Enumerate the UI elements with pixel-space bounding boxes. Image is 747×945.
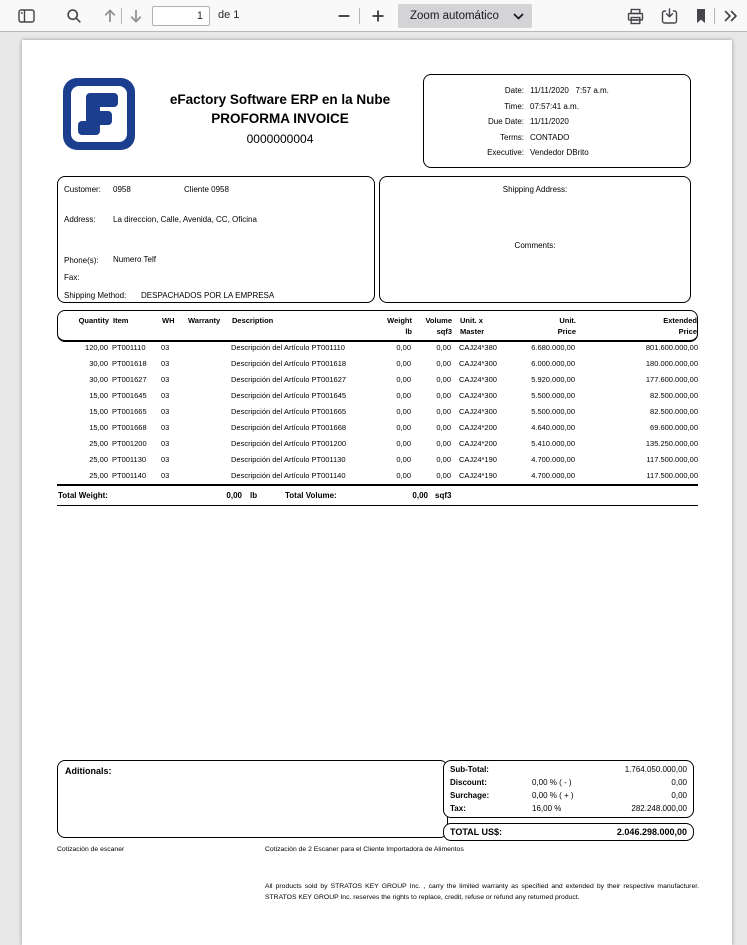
info-label: Terms: bbox=[500, 132, 524, 142]
total-weight-label: Total Weight: bbox=[58, 491, 108, 500]
document-page bbox=[22, 40, 732, 945]
col-wh: WH bbox=[162, 316, 175, 325]
customer-name: Cliente 0958 bbox=[184, 185, 229, 194]
document-title-block bbox=[135, 90, 425, 149]
shipping-address-label: Shipping Address: bbox=[502, 185, 568, 194]
cell-wh: 03 bbox=[161, 359, 170, 368]
cell-weight: 0,00 bbox=[396, 375, 411, 384]
company-logo bbox=[63, 78, 135, 150]
search-icon bbox=[66, 8, 82, 24]
summary-label: Discount: bbox=[450, 778, 487, 788]
cell-volume: 0,00 bbox=[436, 471, 451, 480]
info-label: Due Date: bbox=[487, 117, 524, 126]
cell-warranty bbox=[187, 404, 231, 420]
col-warranty: Warranty bbox=[188, 316, 221, 325]
cell-weight: 0,00 bbox=[396, 391, 411, 400]
cell-warranty bbox=[187, 452, 231, 468]
col-volume: Volume sqf3 bbox=[425, 316, 452, 336]
table-row bbox=[57, 372, 698, 388]
print-button[interactable] bbox=[623, 4, 647, 28]
zoom-in-button[interactable] bbox=[366, 4, 390, 28]
next-page-button[interactable] bbox=[124, 4, 148, 28]
aditionals-box bbox=[57, 760, 448, 838]
info-row bbox=[424, 114, 690, 130]
cell-unit-price: 6.000.000,00 bbox=[531, 359, 575, 368]
cell-quantity: 30,00 bbox=[89, 375, 108, 384]
bookmark-icon bbox=[694, 8, 708, 24]
cell-extended-price: 117.500.000,00 bbox=[646, 455, 698, 464]
zoom-out-button[interactable] bbox=[332, 4, 356, 28]
cell-volume: 0,00 bbox=[436, 455, 451, 464]
cell-item: PT001645 bbox=[112, 391, 147, 400]
document-number: 0000000004 bbox=[246, 132, 314, 146]
cell-weight: 0,00 bbox=[396, 423, 411, 432]
summary-row bbox=[450, 777, 687, 789]
col-item: Item bbox=[113, 316, 129, 325]
total-volume-label: Total Volume: bbox=[285, 491, 337, 500]
info-value: CONTADO bbox=[530, 132, 570, 142]
summary-row bbox=[450, 790, 687, 802]
info-value: 11/11/2020 7:57 a.m. bbox=[530, 86, 609, 95]
cell-volume: 0,00 bbox=[436, 343, 451, 352]
warranty-fine-print: All products sold by STRATOS KEY GROUP Inc. , carry the limited warranty as specified and extended by their respective manufacturer. STRATOS KEY GROUP Inc. reserves the rights to replace, credit, refuse or refund any returned product. bbox=[265, 883, 699, 901]
cell-description: Descripción del Artículo PT001200 bbox=[231, 439, 347, 448]
cell-weight: 0,00 bbox=[396, 471, 411, 480]
caption-center: Cotización de 2 Escaner para el Cliente Importadora de Alimentos bbox=[265, 846, 464, 853]
cell-quantity: 15,00 bbox=[89, 407, 108, 416]
summary-label: Surchage: bbox=[450, 790, 490, 800]
invoice-info-box bbox=[423, 74, 691, 168]
address-value: La direccion, Calle, Avenida, CC, Oficina bbox=[113, 215, 257, 224]
cell-volume: 0,00 bbox=[436, 359, 451, 368]
col-description: Description bbox=[232, 316, 274, 325]
cell-volume: 0,00 bbox=[436, 375, 451, 384]
summary-value: 0,00 bbox=[671, 778, 687, 788]
cell-extended-price: 135.250.000,00 bbox=[645, 439, 698, 448]
fax-label: Fax: bbox=[64, 273, 80, 282]
cell-unit-price: 6.680.000,00 bbox=[531, 343, 575, 352]
cell-wh: 03 bbox=[161, 455, 170, 464]
table-row bbox=[57, 436, 698, 452]
cell-extended-price: 82.500.000,00 bbox=[650, 407, 698, 416]
customer-box bbox=[57, 176, 375, 303]
find-button[interactable] bbox=[62, 4, 86, 28]
cell-quantity: 30,00 bbox=[89, 359, 108, 368]
grand-total-label: TOTAL US$: bbox=[450, 827, 503, 837]
cell-quantity: 25,00 bbox=[89, 471, 108, 480]
cell-volume: 0,00 bbox=[436, 391, 451, 400]
table-row bbox=[57, 404, 698, 420]
cell-unit-x-master: CAJ24*300 bbox=[459, 359, 497, 368]
toolbar-separator bbox=[714, 8, 715, 24]
customer-code: 0958 bbox=[113, 185, 131, 194]
sidebar-toggle-icon bbox=[18, 8, 35, 24]
summary-percentage: 0,00 % ( - ) bbox=[532, 778, 572, 788]
bookmark-button[interactable] bbox=[689, 4, 713, 28]
cell-weight: 0,00 bbox=[396, 407, 411, 416]
cell-item: PT001140 bbox=[112, 471, 147, 480]
cell-warranty bbox=[187, 356, 231, 372]
cell-warranty bbox=[187, 372, 231, 388]
cell-wh: 03 bbox=[161, 375, 170, 384]
cell-warranty bbox=[187, 436, 231, 452]
more-tools-button[interactable] bbox=[719, 4, 743, 28]
cell-description: Descripción del Artículo PT001645 bbox=[231, 391, 347, 400]
chevron-down-icon bbox=[513, 11, 524, 22]
info-row bbox=[424, 145, 690, 161]
summary-box bbox=[443, 760, 694, 818]
cell-volume: 0,00 bbox=[436, 439, 451, 448]
page-count-label: de 1 bbox=[218, 9, 240, 21]
shipping-method-label: Shipping Method: bbox=[64, 291, 127, 300]
cell-unit-x-master: CAJ24*200 bbox=[459, 423, 497, 432]
cell-warranty bbox=[187, 420, 231, 436]
summary-value: 0,00 bbox=[671, 790, 687, 800]
cell-weight: 0,00 bbox=[396, 455, 411, 464]
total-volume-unit: sqf3 bbox=[435, 491, 452, 500]
col-extended-price: Extended Price bbox=[663, 316, 697, 336]
info-row bbox=[424, 99, 690, 115]
zoom-select[interactable] bbox=[398, 4, 532, 28]
cell-unit-x-master: CAJ24*380 bbox=[459, 343, 497, 352]
cell-unit-price: 4.700.000,00 bbox=[531, 471, 575, 480]
cell-volume: 0,00 bbox=[436, 423, 451, 432]
col-weight: Weight lb bbox=[387, 316, 412, 336]
col-quantity: Quantity bbox=[78, 316, 109, 325]
info-row bbox=[424, 83, 690, 99]
zoom-select-value: Zoom automático bbox=[410, 10, 499, 22]
arrow-down-icon bbox=[128, 8, 144, 24]
cell-weight: 0,00 bbox=[396, 359, 411, 368]
info-value: Vendedor DBrito bbox=[530, 148, 589, 157]
cell-unit-x-master: CAJ24*190 bbox=[459, 455, 497, 464]
page-number-input[interactable] bbox=[152, 6, 210, 26]
cell-quantity: 15,00 bbox=[89, 391, 108, 400]
table-row bbox=[57, 388, 698, 404]
cell-warranty bbox=[187, 340, 231, 356]
cell-warranty bbox=[187, 468, 231, 484]
items-table-header bbox=[57, 310, 698, 342]
cell-wh: 03 bbox=[161, 343, 170, 352]
cell-unit-x-master: CAJ24*300 bbox=[459, 391, 497, 400]
address-label: Address: bbox=[64, 215, 96, 224]
table-row bbox=[57, 468, 698, 484]
aditionals-label: Aditionals: bbox=[65, 766, 112, 776]
cell-unit-x-master: CAJ24*300 bbox=[459, 375, 497, 384]
summary-percentage: 16,00 % bbox=[532, 803, 562, 813]
shipping-method-value: DESPACHADOS POR LA EMPRESA bbox=[141, 291, 275, 300]
shipping-address-box bbox=[379, 176, 691, 303]
table-row bbox=[57, 356, 698, 372]
previous-page-button[interactable] bbox=[98, 4, 122, 28]
col-unit-x-master: Unit. x Master bbox=[460, 316, 485, 336]
customer-label: Customer: bbox=[64, 185, 101, 194]
grand-total-box bbox=[443, 823, 694, 841]
cell-description: Descripción del Artículo PT001130 bbox=[231, 455, 346, 464]
plus-icon bbox=[370, 8, 386, 24]
cell-quantity: 25,00 bbox=[89, 455, 108, 464]
info-row bbox=[424, 130, 690, 146]
cell-extended-price: 177.600.000,00 bbox=[645, 375, 698, 384]
cell-description: Descripción del Artículo PT001140 bbox=[231, 471, 346, 480]
cell-description: Descripción del Artículo PT001668 bbox=[231, 423, 347, 432]
cell-item: PT001665 bbox=[112, 407, 147, 416]
sidebar-toggle-button[interactable] bbox=[14, 4, 38, 28]
cell-unit-x-master: CAJ24*200 bbox=[459, 439, 497, 448]
cell-unit-price: 5.500.000,00 bbox=[531, 391, 575, 400]
cell-wh: 03 bbox=[161, 391, 170, 400]
cell-volume: 0,00 bbox=[436, 407, 451, 416]
phones-label: Phone(s): bbox=[64, 256, 99, 265]
cell-description: Descripción del Artículo PT001627 bbox=[231, 375, 347, 384]
cell-description: Descripción del Artículo PT001618 bbox=[231, 359, 347, 368]
cell-item: PT001200 bbox=[112, 439, 147, 448]
double-chevron-right-icon bbox=[723, 9, 739, 23]
arrow-up-icon bbox=[102, 8, 118, 24]
total-volume-value: 0,00 bbox=[412, 491, 428, 500]
phones-value: Numero Telf bbox=[113, 255, 156, 264]
total-weight-unit: lb bbox=[250, 491, 258, 500]
cell-warranty bbox=[187, 388, 231, 404]
cell-unit-x-master: CAJ24*190 bbox=[459, 471, 497, 480]
info-value: 07:57:41 a.m. bbox=[530, 101, 579, 111]
cell-weight: 0,00 bbox=[396, 343, 411, 352]
cell-item: PT001627 bbox=[112, 375, 147, 384]
pdf-toolbar bbox=[0, 0, 747, 32]
cell-quantity: 25,00 bbox=[89, 439, 108, 448]
cell-quantity: 15,00 bbox=[89, 423, 108, 432]
cell-description: Descripción del Artículo PT001110 bbox=[231, 343, 345, 352]
summary-percentage bbox=[532, 764, 625, 776]
table-row bbox=[57, 452, 698, 468]
table-row bbox=[57, 340, 698, 356]
summary-label: Tax: bbox=[450, 803, 466, 813]
cell-wh: 03 bbox=[161, 407, 170, 416]
info-value: 11/11/2020 bbox=[530, 117, 569, 126]
cell-wh: 03 bbox=[161, 471, 170, 480]
cell-wh: 03 bbox=[161, 423, 170, 432]
summary-row bbox=[450, 764, 687, 776]
grand-total-value: 2.046.298.000,00 bbox=[616, 827, 687, 837]
cell-item: PT001618 bbox=[112, 359, 147, 368]
print-icon bbox=[627, 8, 644, 25]
cell-extended-price: 82.500.000,00 bbox=[650, 391, 698, 400]
company-name: eFactory Software ERP en la Nube bbox=[169, 92, 391, 107]
summary-label: Sub-Total: bbox=[450, 765, 489, 775]
cell-unit-price: 4.700.000,00 bbox=[531, 455, 575, 464]
cell-extended-price: 117.500.000,00 bbox=[646, 471, 698, 480]
cell-item: PT001668 bbox=[112, 423, 147, 432]
cell-wh: 03 bbox=[161, 439, 170, 448]
cell-unit-x-master: CAJ24*300 bbox=[459, 407, 497, 416]
toolbar-separator bbox=[359, 8, 360, 24]
cell-unit-price: 5.500.000,00 bbox=[531, 407, 575, 416]
info-label: Executive: bbox=[487, 148, 524, 157]
cell-weight: 0,00 bbox=[396, 439, 411, 448]
summary-value: 1.764.050.000,00 bbox=[624, 765, 687, 775]
summary-value: 282.248.000,00 bbox=[631, 803, 687, 813]
caption-left: Cotización de escaner bbox=[57, 846, 125, 853]
cell-quantity: 120,00 bbox=[85, 343, 108, 352]
cell-extended-price: 180.000.000,00 bbox=[645, 359, 698, 368]
cell-unit-price: 4.640.000,00 bbox=[531, 423, 575, 432]
summary-row bbox=[450, 803, 687, 815]
total-weight-value: 0,00 bbox=[226, 491, 242, 500]
comments-label: Comments: bbox=[514, 241, 556, 250]
weight-volume-totals bbox=[57, 484, 698, 506]
items-table-rows bbox=[57, 340, 698, 484]
summary-percentage: 0,00 % ( + ) bbox=[532, 790, 574, 800]
download-button[interactable] bbox=[657, 4, 681, 28]
pdf-viewer-area bbox=[0, 33, 747, 945]
cell-extended-price: 801.600.000,00 bbox=[645, 343, 698, 352]
download-icon bbox=[661, 8, 678, 25]
minus-icon bbox=[336, 8, 352, 24]
document-type: PROFORMA INVOICE bbox=[211, 111, 349, 126]
cell-description: Descripción del Artículo PT001665 bbox=[231, 407, 347, 416]
cell-item: PT001130 bbox=[112, 455, 147, 464]
table-row bbox=[57, 420, 698, 436]
cell-unit-price: 5.410.000,00 bbox=[531, 439, 575, 448]
cell-extended-price: 69.600.000,00 bbox=[650, 423, 698, 432]
col-unit-price: Unit. Price bbox=[557, 316, 576, 336]
cell-item: PT001110 bbox=[112, 343, 146, 352]
toolbar-separator bbox=[121, 8, 122, 24]
cell-unit-price: 5.920.000,00 bbox=[531, 375, 575, 384]
info-label: Date: bbox=[504, 86, 524, 95]
info-label: Time: bbox=[504, 101, 524, 111]
